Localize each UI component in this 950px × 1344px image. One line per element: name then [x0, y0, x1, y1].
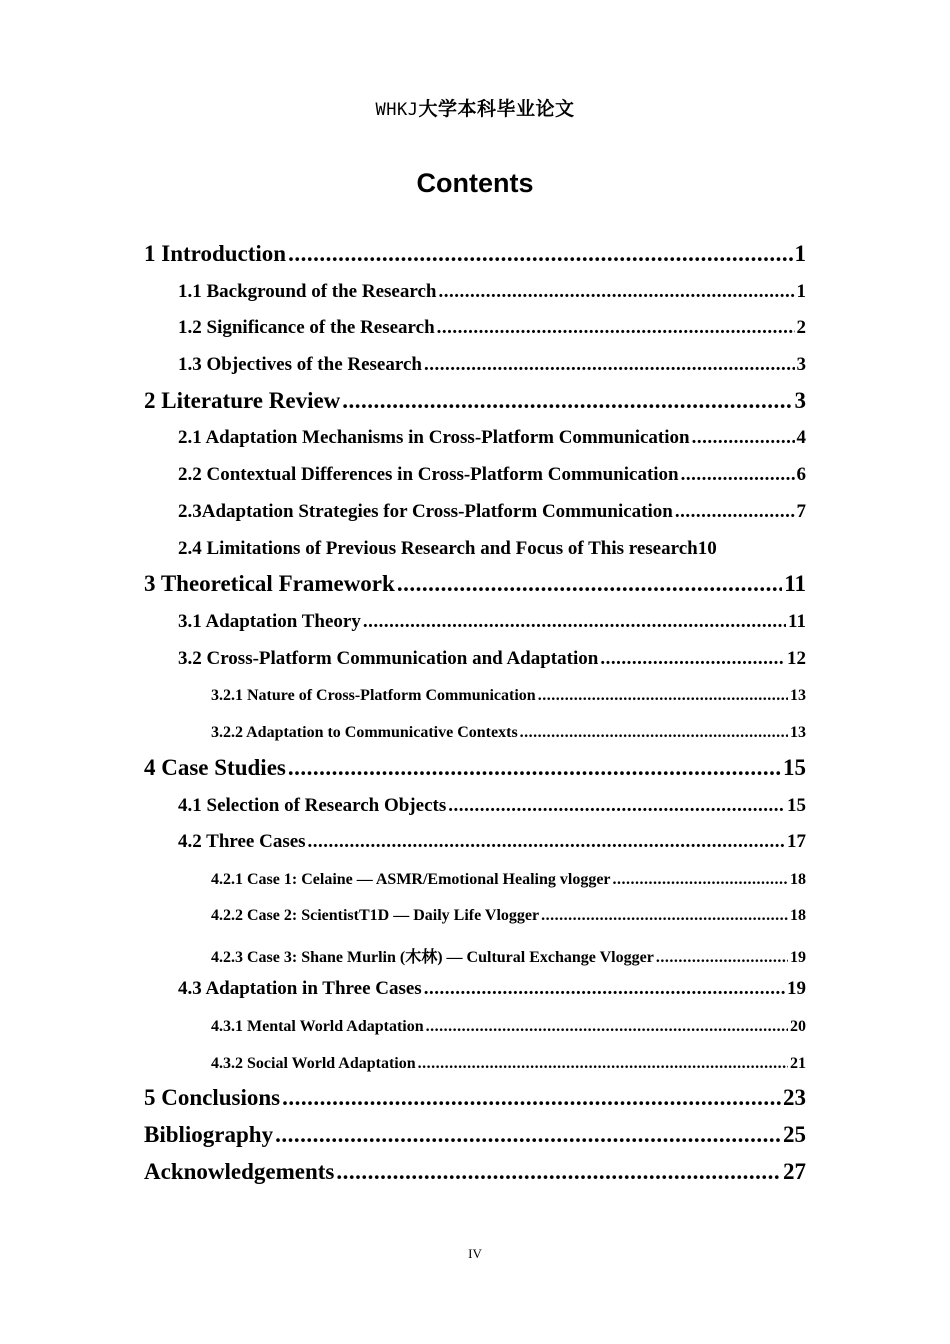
toc-entry-page: 1	[794, 241, 806, 266]
dot-leader	[288, 241, 792, 267]
toc-entry-page: 11	[788, 611, 806, 632]
dot-leader	[520, 724, 788, 742]
toc-entry-chapter-5[interactable]	[144, 1085, 806, 1115]
toc-entry-section-4-3[interactable]	[178, 978, 806, 1004]
toc-entry-label: 2.4 Limitations of Previous Research and Focus of This research	[178, 538, 698, 559]
toc-entry-page: 19	[787, 978, 806, 999]
toc-entry-section-4-1[interactable]	[178, 795, 806, 821]
toc-entry-page: 15	[783, 755, 806, 780]
toc-entry-chapter-3[interactable]	[144, 571, 806, 601]
toc-entry-label: 4.2 Three Cases	[178, 831, 306, 852]
toc-entry-label: 3.2.2 Adaptation to Communicative Contexts	[211, 724, 518, 741]
dot-leader	[438, 281, 794, 303]
dot-leader	[424, 354, 795, 376]
dot-leader	[275, 1122, 781, 1148]
toc-entry-label: 3 Theoretical Framework	[144, 571, 395, 596]
toc-entry-section-2-3[interactable]	[178, 501, 806, 527]
toc-entry-label: 1.1 Background of the Research	[178, 281, 437, 302]
dot-leader	[424, 978, 785, 1000]
toc-entry-section-4-2[interactable]	[178, 831, 806, 857]
toc-entry-page: 10	[697, 538, 717, 559]
toc-entry-label: 4.3.2 Social World Adaptation	[211, 1055, 416, 1072]
dot-leader	[600, 648, 785, 670]
dot-leader	[363, 611, 786, 633]
dot-leader	[397, 571, 782, 597]
dot-leader	[342, 388, 792, 414]
toc-entry-subsection-3-2-2[interactable]	[211, 724, 806, 746]
dot-leader	[288, 755, 781, 781]
toc-entry-label: 2 Literature Review	[144, 388, 341, 413]
dot-leader	[675, 501, 795, 523]
toc-entry-label: 5 Conclusions	[144, 1085, 281, 1110]
toc-entry-label: 4.2.1 Case 1: Celaine — ASMR/Emotional Healing vlogger	[211, 871, 611, 888]
header-university-code: WHKJ	[375, 100, 419, 120]
toc-entry-label: 2.2 Contextual Differences in Cross-Platform Communication	[178, 464, 679, 485]
header-thesis-label: 大学本科毕业论文	[418, 98, 575, 120]
toc-entry-page: 13	[790, 724, 806, 741]
dot-leader	[681, 464, 795, 486]
dot-leader	[656, 949, 788, 967]
toc-entry-label: 3.1 Adaptation Theory	[178, 611, 361, 632]
dot-leader	[448, 795, 785, 817]
toc-entry-page: 19	[790, 949, 806, 966]
toc-entry-page: 4	[796, 427, 806, 448]
toc-entry-label: Bibliography	[144, 1122, 274, 1147]
toc-entry-page: 7	[796, 501, 806, 522]
dot-leader	[282, 1085, 781, 1111]
toc-entry-chapter-4[interactable]	[144, 755, 806, 785]
toc-entry-subsection-4-3-2[interactable]	[211, 1055, 806, 1077]
toc-entry-subsection-4-3-1[interactable]	[211, 1018, 806, 1040]
toc-entry-page: 23	[783, 1085, 806, 1110]
dot-leader	[336, 1159, 781, 1185]
toc-entry-page: 6	[796, 464, 806, 485]
toc-entry-page: 11	[784, 571, 806, 596]
toc-entry-section-3-1[interactable]	[178, 611, 806, 637]
toc-entry-page: 13	[790, 687, 806, 704]
toc-entry-label: 1 Introduction	[144, 241, 287, 266]
toc-entry-page: 2	[796, 317, 806, 338]
toc-entry-page: 15	[787, 795, 806, 816]
toc-entry-page: 1	[796, 281, 806, 302]
toc-entry-section-2-4[interactable]	[178, 538, 810, 564]
toc-entry-section-1-3[interactable]	[178, 354, 806, 380]
toc-entry-page: 3	[796, 354, 806, 375]
toc-entry-label: 4.3 Adaptation in Three Cases	[178, 978, 422, 999]
toc-entry-section-1-2[interactable]	[178, 317, 806, 343]
toc-entry-page: 25	[783, 1122, 806, 1147]
toc-entry-acknowledgements[interactable]	[144, 1159, 806, 1189]
toc-entry-subsection-3-2-1[interactable]	[211, 687, 806, 709]
dot-leader	[613, 871, 788, 889]
page-number: IV	[468, 1246, 482, 1261]
toc-entry-label: 3.2 Cross-Platform Communication and Adaptation	[178, 648, 599, 669]
toc-entry-label: 1.3 Objectives of the Research	[178, 354, 422, 375]
toc-entry-label: 4.1 Selection of Research Objects	[178, 795, 447, 816]
toc-entry-label: 1.2 Significance of the Research	[178, 317, 435, 338]
dot-leader	[538, 687, 788, 705]
dot-leader	[418, 1055, 788, 1073]
toc-entry-label: 3.2.1 Nature of Cross-Platform Communication	[211, 687, 536, 704]
dot-leader	[692, 427, 795, 449]
dot-leader	[541, 907, 788, 925]
toc-entry-section-2-1[interactable]	[178, 427, 806, 453]
toc-entry-subsection-4-2-1[interactable]	[211, 871, 806, 893]
toc-entry-label: 4.3.1 Mental World Adaptation	[211, 1018, 424, 1035]
toc-entry-bibliography[interactable]	[144, 1122, 806, 1152]
toc-entry-page: 12	[787, 648, 806, 669]
toc-entry-label: 2.1 Adaptation Mechanisms in Cross-Platform Communication	[178, 427, 690, 448]
toc-entry-label: 4.2.2 Case 2: ScientistT1D — Daily Life Vlogger	[211, 907, 540, 924]
toc-entry-page: 21	[790, 1055, 806, 1072]
toc-entry-chapter-2[interactable]	[144, 388, 806, 418]
toc-entry-page: 18	[790, 871, 806, 888]
dot-leader	[308, 831, 785, 853]
toc-entry-label: 2.3Adaptation Strategies for Cross-Platform Communication	[178, 501, 673, 522]
toc-entry-page: 3	[794, 388, 806, 413]
toc-entry-page: 17	[787, 831, 806, 852]
page-title: Contents	[416, 168, 534, 198]
toc-entry-subsection-4-2-2[interactable]	[211, 907, 806, 929]
toc-entry-label: 4.2.3 Case 3: Shane Murlin (木林) — Cultural Exchange Vlogger	[211, 949, 654, 966]
toc-entry-section-3-2[interactable]	[178, 648, 806, 674]
toc-entry-chapter-1[interactable]	[144, 241, 806, 271]
toc-entry-page: 20	[790, 1018, 806, 1035]
toc-entry-page: 18	[790, 907, 806, 924]
toc-entry-label: Acknowledgements	[144, 1159, 335, 1184]
toc-entry-subsection-4-2-3[interactable]	[211, 944, 806, 966]
toc-entry-section-2-2[interactable]	[178, 464, 806, 490]
dot-leader	[426, 1018, 788, 1036]
toc-entry-label: 4 Case Studies	[144, 755, 286, 780]
toc-entry-page: 27	[783, 1159, 806, 1184]
dot-leader	[437, 317, 795, 339]
toc-entry-section-1-1[interactable]	[178, 281, 806, 307]
